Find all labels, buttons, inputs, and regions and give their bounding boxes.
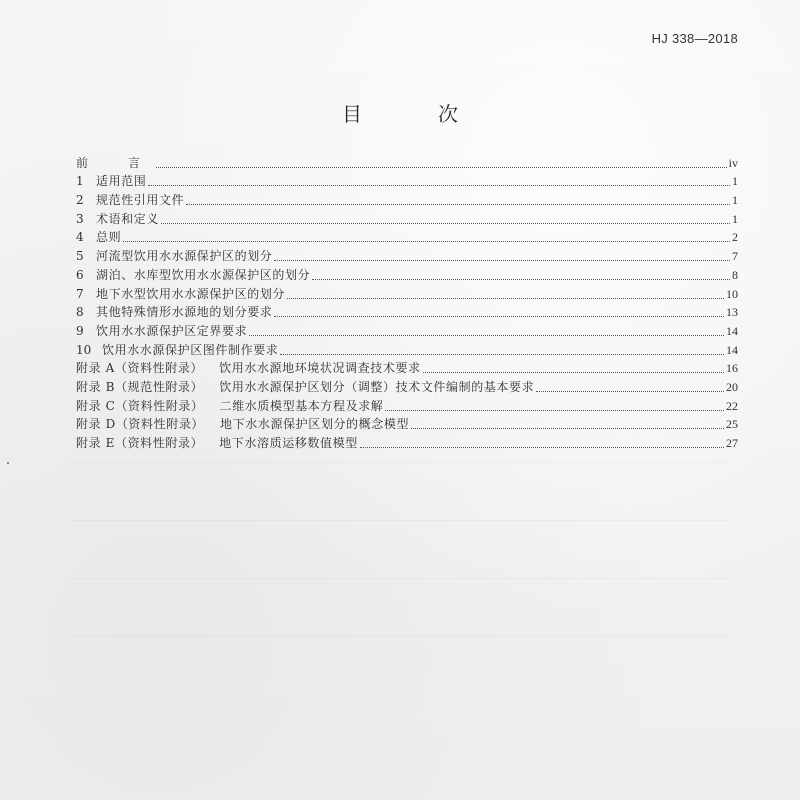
toc-dot-leader	[360, 447, 724, 448]
toc-entry-6[interactable]	[76, 264, 738, 283]
toc-title: 目 次	[342, 102, 486, 126]
toc-entry-page: 22	[726, 398, 738, 413]
toc-entry-number: 3	[76, 211, 84, 226]
toc-dot-leader	[274, 260, 730, 261]
toc-entry-page: iv	[728, 155, 738, 170]
toc-entry-label: 地下水型饮用水水源保护区的划分	[96, 286, 286, 301]
toc-entry-2[interactable]	[76, 189, 738, 208]
toc-entry-appendix-b[interactable]	[76, 376, 738, 395]
show-through-line	[70, 636, 730, 637]
toc-dot-leader	[186, 204, 730, 205]
toc-entry-9[interactable]	[76, 320, 738, 339]
scan-speck	[7, 462, 9, 464]
toc-entry-label: 饮用水水源保护区定界要求	[96, 323, 248, 338]
toc-entry-number: 7	[76, 286, 84, 301]
toc-entry-page: 14	[726, 342, 738, 357]
toc-entry-label: 地下水溶质运移数值模型	[219, 436, 358, 450]
toc-entry-page: 1	[732, 211, 738, 226]
toc-entry-page: 16	[726, 361, 738, 376]
toc-entry-number: 10	[76, 342, 92, 357]
toc-entry-page: 10	[726, 286, 738, 301]
toc-entry-4[interactable]	[76, 227, 738, 246]
toc-appendix-tag: 附录 E（资料性附录）	[76, 436, 204, 450]
toc-entry-label: 饮用水水源保护区划分（调整）技术文件编制的基本要求	[219, 379, 535, 394]
toc-entry-label: 地下水水源保护区划分的概念模型	[220, 417, 410, 432]
toc-entry-appendix-e[interactable]	[76, 432, 738, 451]
toc-entry-label: 河流型饮用水水源保护区的划分	[96, 249, 273, 264]
toc-list	[76, 152, 738, 451]
toc-entry-5[interactable]	[76, 245, 738, 264]
toc-appendix-tag: 附录 C（资料性附录）	[76, 398, 204, 413]
toc-entry-page: 1	[732, 193, 738, 208]
toc-entry-number: 9	[76, 323, 84, 338]
toc-entry-8[interactable]	[76, 302, 738, 321]
toc-dot-leader	[280, 354, 724, 355]
toc-entry-label: 饮用水水源保护区图件制作要求	[102, 342, 279, 357]
toc-entry-page: 20	[726, 379, 738, 394]
toc-entry-page: 27	[726, 436, 738, 450]
toc-entry-appendix-c[interactable]	[76, 395, 738, 414]
toc-dot-leader	[423, 372, 724, 373]
toc-entry-number: 2	[76, 193, 84, 208]
toc-entry-page: 14	[726, 323, 738, 338]
toc-entry-1[interactable]	[76, 171, 738, 190]
toc-entry-page: 1	[732, 174, 738, 189]
toc-entry-page: 8	[732, 267, 738, 282]
toc-dot-leader	[249, 335, 724, 336]
toc-dot-leader	[536, 391, 724, 392]
toc-entry-number: 4	[76, 230, 84, 245]
toc-dot-leader	[123, 241, 730, 242]
standard-code: HJ 338—2018	[651, 31, 738, 46]
toc-dot-leader	[274, 316, 724, 317]
toc-entry-page: 13	[726, 305, 738, 320]
toc-entry-label: 适用范围	[96, 174, 147, 189]
toc-entry-number: 1	[76, 174, 84, 189]
toc-entry-3[interactable]	[76, 208, 738, 227]
toc-entry-label: 其他特殊情形水源地的划分要求	[96, 305, 273, 320]
toc-dot-leader	[287, 298, 724, 299]
show-through-line	[70, 462, 730, 463]
toc-dot-leader	[411, 428, 724, 429]
show-through-line	[70, 578, 730, 579]
toc-entry-label: 湖泊、水库型饮用水水源保护区的划分	[96, 267, 311, 282]
toc-appendix-tag: 附录 D（资料性附录）	[76, 417, 205, 432]
toc-entry-appendix-a[interactable]	[76, 358, 738, 377]
toc-entry-7[interactable]	[76, 283, 738, 302]
toc-entry-number: 8	[76, 305, 84, 320]
toc-entry-appendix-d[interactable]	[76, 414, 738, 433]
toc-entry-number: 5	[76, 249, 84, 264]
toc-appendix-tag: 附录 B（规范性附录）	[76, 379, 204, 394]
toc-entry-number: 6	[76, 267, 84, 282]
toc-entry-label: 规范性引用文件	[96, 193, 185, 208]
show-through-line	[70, 520, 730, 521]
toc-entry-page: 25	[726, 417, 738, 432]
toc-dot-leader	[161, 223, 730, 224]
toc-entry-foreword[interactable]	[76, 152, 738, 171]
toc-entry-label: 饮用水水源地环境状况调查技术要求	[219, 361, 421, 376]
toc-entry-page: 2	[732, 230, 738, 245]
toc-entry-label: 术语和定义	[96, 211, 160, 226]
toc-entry-label: 前 言	[76, 155, 155, 170]
toc-appendix-tag: 附录 A（资料性附录）	[76, 361, 204, 376]
toc-dot-leader	[156, 167, 727, 168]
toc-entry-page: 7	[732, 249, 738, 264]
toc-dot-leader	[148, 185, 730, 186]
toc-dot-leader	[385, 410, 724, 411]
toc-entry-label: 总则	[96, 230, 122, 245]
toc-dot-leader	[312, 279, 730, 280]
toc-entry-label: 二维水质模型基本方程及求解	[219, 398, 384, 413]
toc-entry-10[interactable]	[76, 339, 738, 358]
